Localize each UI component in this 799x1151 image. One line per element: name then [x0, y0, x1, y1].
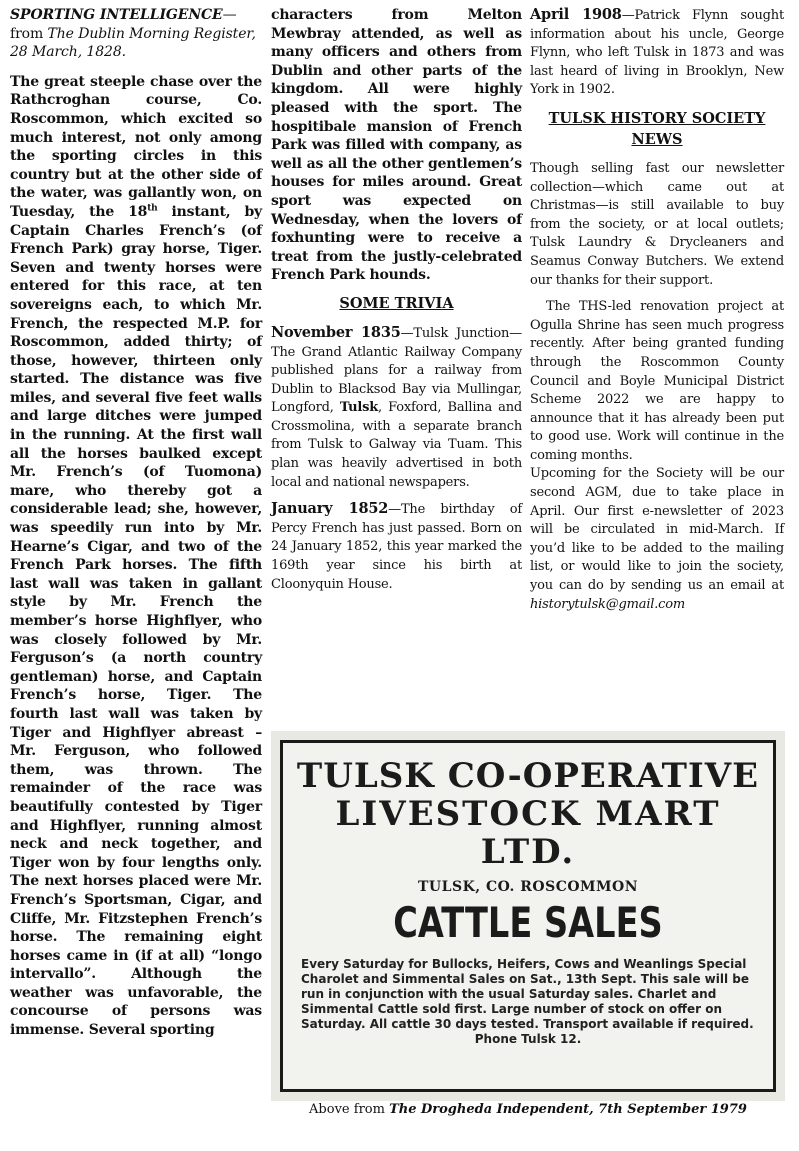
sporting-kicker: SPORTING INTELLIGENCE [10, 7, 223, 23]
trivia-text: —Patrick Flynn sought information about his uncle, George Flynn, who left Tulsk in 1873 and was last heard of living in Brooklyn, New York in 1902. [530, 8, 784, 98]
sporting-body-sup: th [147, 203, 158, 214]
news-paragraph-3-text: Upcoming for the Society will be our second AGM, due to take place in April. Our first e-newsletter of 2023 will be circulated in mid-March. If you’d like to be added to the mailing list, or would like to join the society, you can do by sending us an email at [530, 466, 784, 594]
news-column [530, 6, 784, 614]
trivia-heading: SOME TRIVIA [339, 294, 454, 312]
middle-column [271, 6, 522, 594]
news-paragraph-1: Though selling fast our newsletter collection—which came out at Christmas—is still available to buy from the society, or at local outlets; Tulsk Laundry & Drycleaners and Seamus Conway Butchers. We extend our thanks for their support. [530, 160, 784, 288]
sporting-body-part1: The great steeple chase over the Rathcroghan course, Co. Roscommon, which excited so much interest, not only among the sporting circles in this country but at the other side of the water, was gallantly won, on Tuesday, the 18 [10, 73, 262, 220]
news-paragraph-3 [530, 465, 784, 614]
sporting-source: The Dublin Morning Register, 28 March, 1828. [10, 25, 256, 61]
trivia-text-cont: , Foxford, Ballina and Crossmolina, with a separate branch from Tulsk to Galway via Tuam. This plan was heavily advertised in both local and national newspapers. [271, 400, 523, 490]
advert-phone: Phone Tulsk 12. [474, 1032, 582, 1046]
sporting-body-continued: characters from Melton Mewbray attended, as well as many officers and others from Dublin and other parts of the kingdom. All were highly pleased with the sport. The hospitibale mansion of French Park was filled with company, as well as all the other gentlemen’s houses for miles around. Great sport was expected on Wednesday, when the lovers of foxhunting were to receive a treat from the justly-celebrated French Park hounds. [271, 7, 522, 284]
advert-cattle-sales: CATTLE SALES [393, 898, 663, 947]
advert-details [301, 957, 755, 1047]
advert-title-line2: LIVESTOCK MART LTD. [335, 794, 721, 872]
sporting-body [10, 73, 262, 1040]
trivia-entry-1908 [530, 6, 784, 100]
advertisement-border [280, 740, 776, 1092]
trivia-date: January 1852 [271, 500, 389, 518]
caption-source: The Drogheda Independent, 7th September 1979 [389, 1102, 747, 1117]
trivia-entry-1835 [271, 324, 522, 492]
caption-prefix: Above from [309, 1102, 390, 1117]
mart-advertisement-clipping [271, 731, 785, 1101]
trivia-date: April 1908 [530, 6, 622, 23]
trivia-entry-1852 [271, 500, 522, 594]
news-paragraph-2: The THS-led renovation project at Ogulla Shrine has seen much progress recently. After being granted funding through the Roscommon County Council and Boyle Municipal District Scheme 2022 we are happy to announce that it has already been put to good use. Work will continue in the coming months. [530, 299, 784, 463]
advert-details-text: Every Saturday for Bullocks, Heifers, Cows and Weanlings Special Charolet and Simmental Sales on Sat., 13th Sept. This sale will be run in conjunction with the usual Saturday sales. Charlet and Simmental Cattle sold first. Large number of stock on offer on Saturday. All cattle 30 days tested. Transport available if required. [301, 957, 754, 1031]
advertisement-caption [271, 1101, 785, 1119]
trivia-date: November 1835 [271, 323, 401, 341]
society-email: historytulsk@gmail.com [530, 596, 685, 612]
trivia-text: —The birthday of Percy French has just passed. Born on 24 January 1852, this year marked the 169th year since his birth at Cloonyquin House. [271, 502, 522, 592]
trivia-text: —Tulsk Junction—The Grand Atlantic Railway Company published plans for a railway from Dublin to Blacksod Bay via Mullingar, Longford, [271, 325, 522, 416]
sporting-from: —from [10, 7, 237, 42]
news-heading: TULSK HISTORY SOCIETY NEWS [548, 109, 766, 148]
advert-location: TULSK, CO. ROSCOMMON [417, 879, 639, 895]
sporting-body-part2: instant, by Captain Charles French’s (of French Park) gray horse, Tiger. Seven and twenty horses were entered for this race, at ten sovereigns each, to which Mr. French, the respected M.P. for Roscommon, added thirty; of those, however, thirteen only started. The distance was five miles, and several five feet walls and large ditches were jumped in the running. At the first wall all the horses baulked except Mr. French’s (of Tuomona) mare, who thereby got a considerable lead; she, however, was speedily run into by Mr. Hearne’s Cigar, and two of the French Park horses. The fifth last wall was taken in gallant style by Mr. French the member’s horse Highflyer, who was closely followed by Mr. Ferguson’s (a north country gentleman) horse, and Captain French’s horse, Tiger. The fourth last wall was taken by Tiger and Highflyer abreast – Mr. Ferguson, who followed them, was thrown. The remainder of the race was beautifully contested by Tiger and Highflyer, running almost neck and neck together, and Tiger won by four lengths only. The next horses placed were Mr. French’s Sportsman, Cigar, and Cliffe, Mr. Fitzstephen French’s horse. The remaining eight horses came in (if at all) “longo intervallo”. Although the weather was unfavorable, the concourse of persons was immense. Several sporting [10, 203, 262, 1039]
advert-title-line1: TULSK CO-OPERATIVE [296, 756, 760, 796]
sporting-intro [10, 6, 262, 62]
trivia-bold-word: Tulsk [339, 400, 379, 416]
sporting-column [10, 6, 262, 1040]
